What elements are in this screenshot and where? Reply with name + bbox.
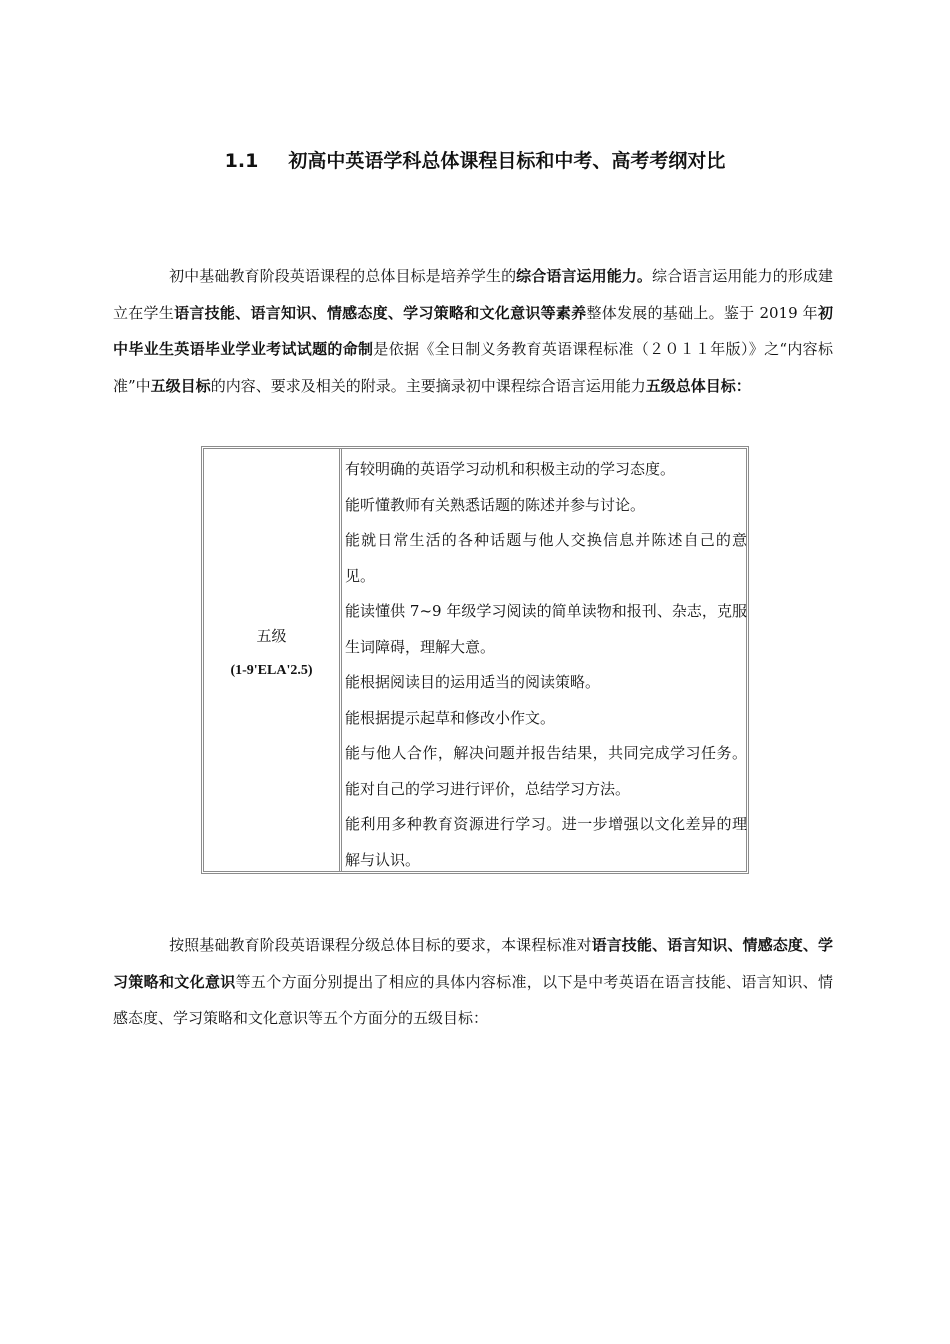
goal-item: 能听懂教师有关熟悉话题的陈述并参与讨论。 <box>345 495 646 514</box>
intro-text-5: 的内容、要求及相关的附录。主要摘录初中课程综合语言运用能力 <box>210 376 646 395</box>
level-cell <box>204 449 342 871</box>
intro-bold-5: 五级总体目标： <box>645 376 751 395</box>
goal-item: 能读懂供 7~9 年级学习阅读的简单读物和报刊、杂志，克服生词障碍，理解大意。 <box>345 602 747 656</box>
section-title: 初高中英语学科总体课程目标和中考、高考考纲对比 <box>288 150 726 172</box>
standards-bold-1: 语言技能、语言知识、情感态度、学习策略和文化意识 <box>113 936 833 991</box>
intro-bold-3: 初中毕业生英语毕业学业考试试题的命制 <box>113 303 833 358</box>
level-code: (1-9'ELA'2.5) <box>230 663 313 678</box>
goal-item: 能与他人合作，解决问题并报告结果，共同完成学习任务。能对自己的学习进行评价，总结学习方法。 <box>345 744 747 798</box>
intro-bold-4: 五级目标 <box>150 376 211 395</box>
goal-item: 能就日常生活的各种话题与他人交换信息并陈述自己的意见。 <box>345 531 747 585</box>
standards-text-1: 按照基础教育阶段英语课程分级总体目标的要求，本课程标准对 <box>169 936 592 954</box>
goals-cell <box>345 452 747 878</box>
section-number: 1.1 <box>224 150 259 172</box>
intro-paragraph <box>113 258 833 404</box>
goals-table <box>201 446 749 874</box>
goal-item: 能利用多种教育资源进行学习。进一步增强以文化差异的理解与认识。 <box>345 815 747 869</box>
goal-item: 能根据提示起草和修改小作文。 <box>345 708 556 727</box>
level-name: 五级 <box>256 627 287 645</box>
goal-item: 有较明确的英语学习动机和积极主动的学习态度。 <box>345 460 676 478</box>
intro-bold-2: 语言技能、语言知识、情感态度、学习策略和文化意识等素养 <box>174 303 587 322</box>
goal-item: 能根据阅读目的运用适当的阅读策略。 <box>345 673 601 691</box>
standards-text-2: 等五个方面分别提出了相应的具体内容标准，以下是中考英语在语言技能、语言知识、情感态度、学习策略和文化意识等五个方面分的五级目标： <box>113 972 833 1027</box>
standards-paragraph <box>113 927 833 1037</box>
intro-bold-1: 综合语言运用能力。 <box>516 267 652 285</box>
intro-text-2: 综合语言运用能力的形成建立在学生 <box>113 267 833 322</box>
section-heading <box>0 146 950 173</box>
intro-text-1: 初中基础教育阶段英语课程的总体目标是培养学生的 <box>169 267 517 285</box>
intro-text-3: 整体发展的基础上。鉴于 2019 年 <box>586 303 818 322</box>
intro-text-4: 是依据《全日制义务教育英语课程标准（２０１１年版）》之“内容标准”中 <box>113 340 834 395</box>
